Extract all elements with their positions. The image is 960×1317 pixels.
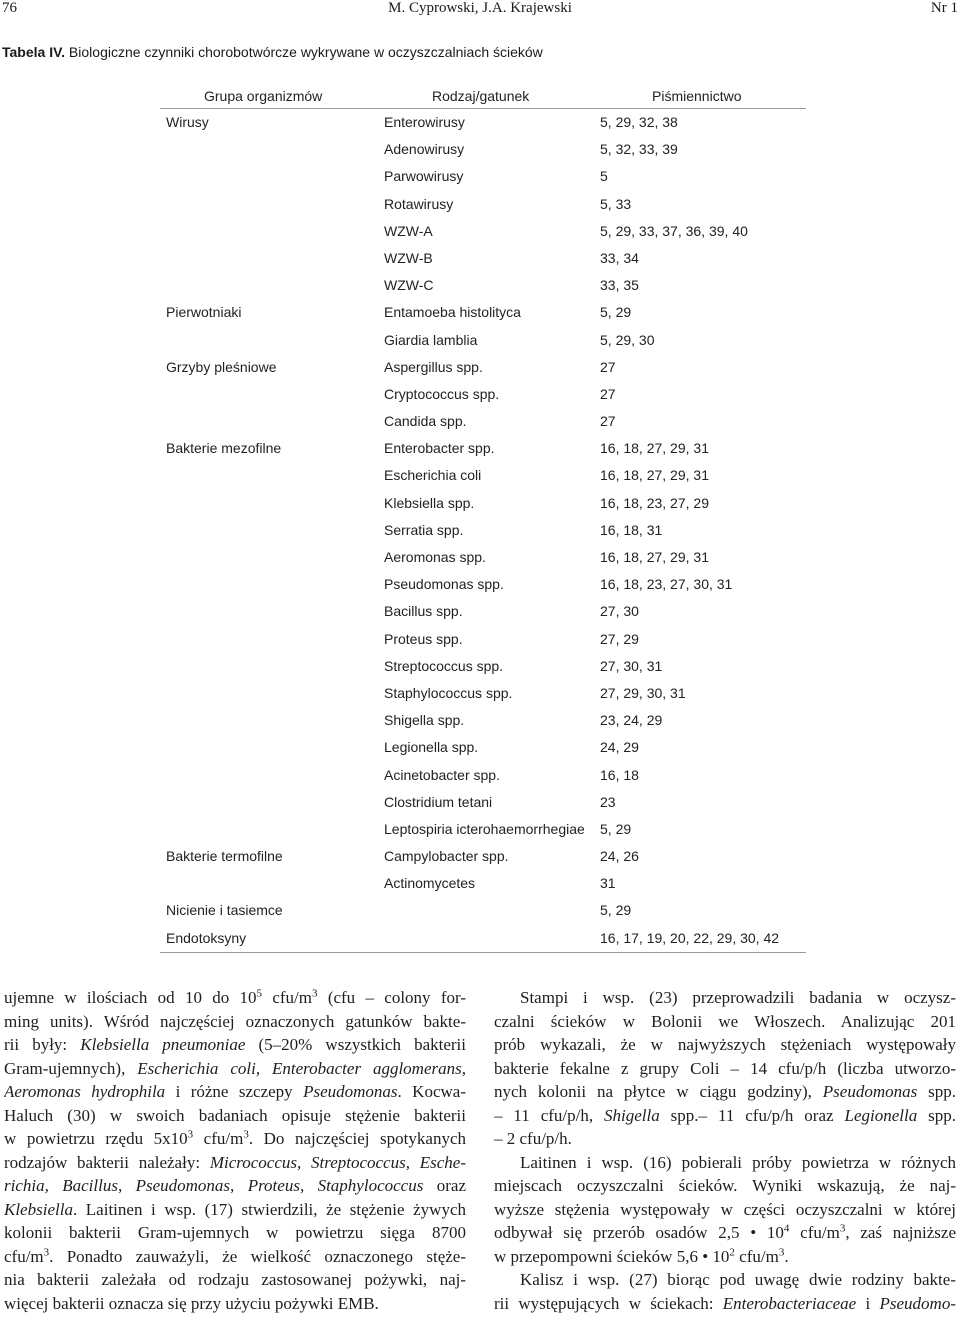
text-line — [494, 1010, 956, 1034]
text-run: (cfu – colony for- — [317, 988, 466, 1007]
text-line — [4, 1198, 466, 1222]
cell-genus: Aspergillus spp. — [384, 358, 483, 375]
text-line — [494, 1033, 956, 1057]
table-row — [160, 816, 806, 843]
italic-text: Micrococcus, Streptococcus, Esche- — [209, 1152, 466, 1172]
cell-references: 5, 29, 30 — [600, 331, 655, 348]
italic-text: Shigella — [604, 1105, 660, 1125]
text-run: i różne szczepy — [165, 1082, 304, 1101]
text-column-left — [4, 986, 466, 1315]
cell-references: 5 — [600, 168, 608, 185]
cell-genus: Adenowirusy — [384, 141, 465, 158]
table-row — [160, 734, 806, 761]
issue-number: Nr 1 — [930, 0, 958, 16]
cell-genus: WZW-A — [384, 222, 433, 239]
text-line — [494, 1221, 956, 1245]
text-run: Haluch (30) w swoich badaniach opisuje stężenie bakterii — [4, 1105, 466, 1125]
cell-references: 5, 33 — [600, 195, 632, 212]
text-run: , zaś najniższe — [845, 1223, 956, 1242]
text-line — [4, 1057, 466, 1081]
italic-text: Klebsiella pneumoniae — [80, 1035, 246, 1054]
text-run: cfu/m — [789, 1223, 840, 1242]
cell-genus: WZW-B — [384, 249, 433, 266]
cell-references: 23 — [600, 793, 616, 810]
cell-references: 27 — [600, 413, 616, 430]
cell-references: 16, 18, 23, 27, 29 — [600, 494, 709, 511]
table-row — [160, 598, 806, 625]
superscript: 3 — [243, 1128, 249, 1141]
text-line — [494, 1057, 956, 1081]
table-row — [160, 435, 806, 462]
italic-text: richia, Bacillus, Pseudomonas, Proteus, Staphylococcus — [4, 1176, 424, 1195]
table-row — [160, 789, 806, 816]
text-run: i — [856, 1293, 880, 1313]
cell-group: Wirusy — [166, 114, 209, 130]
cell-references: 16, 18 — [600, 766, 639, 783]
cell-genus: Proteus spp. — [384, 630, 463, 647]
text-run: miejscach oczyszczalni ścieków. Wyniki wskazują, że naj- — [494, 1176, 956, 1195]
table-row — [160, 653, 806, 680]
cell-genus: Bacillus spp. — [384, 603, 463, 620]
cell-genus: Serratia spp. — [384, 521, 464, 538]
text-line — [4, 1127, 466, 1151]
table-title: Biologiczne czynniki chorobotwórcze wykrywane w oczyszczalniach ścieków — [65, 44, 543, 60]
cell-references: 27, 29, 30, 31 — [600, 684, 686, 701]
table-body — [160, 109, 806, 952]
superscript: 2 — [729, 1245, 735, 1258]
table-row — [160, 163, 806, 190]
text-run: ujemne w ilościach od 10 do 10 — [4, 988, 257, 1007]
table-row — [160, 462, 806, 489]
italic-text: Enterobacteriaceae — [722, 1293, 857, 1313]
table-row — [160, 544, 806, 571]
cell-references: 23, 24, 29 — [600, 712, 663, 729]
cell-references: 24, 29 — [600, 739, 639, 756]
text-run: . Ponadto zauważyli, że wielkość oznaczonego stęże- — [49, 1246, 466, 1266]
cell-references: 16, 17, 19, 20, 22, 29, 30, 42 — [600, 929, 780, 946]
cell-group: Bakterie termofilne — [166, 848, 283, 865]
running-header — [0, 0, 960, 20]
table-row — [160, 490, 806, 517]
italic-text: Pseudomonas — [822, 1082, 918, 1101]
cell-group: Bakterie mezofilne — [166, 440, 282, 457]
text-run: wyższe stężenia występowały w części oczyszczalni w której — [494, 1199, 956, 1219]
cell-group: Endotoksyny — [166, 929, 247, 946]
table-row — [160, 245, 806, 272]
italic-text: Pseudomo- — [879, 1293, 956, 1313]
cell-references: 5, 29 — [600, 820, 632, 837]
text-line — [4, 1104, 466, 1128]
table-caption — [2, 44, 543, 60]
cell-references: 5, 29 — [600, 304, 632, 321]
running-authors: M. Cyprowski, J.A. Krajewski — [388, 0, 572, 16]
text-run: – 2 cfu/p/h. — [494, 1129, 572, 1148]
table-bottom-rule — [160, 952, 806, 953]
superscript: 3 — [312, 987, 318, 1000]
cell-references: 5, 29 — [600, 902, 632, 919]
text-line — [4, 1080, 466, 1104]
italic-text: Pseudomonas — [303, 1082, 398, 1101]
cell-references: 27, 30, 31 — [600, 657, 663, 674]
cell-genus: Campylobacter spp. — [384, 848, 509, 865]
text-line — [4, 1010, 466, 1034]
text-line — [494, 1151, 956, 1175]
cell-genus: Candida spp. — [384, 413, 467, 430]
table-row — [160, 381, 806, 408]
cell-group: Grzyby pleśniowe — [166, 358, 277, 375]
cell-references: 27 — [600, 385, 616, 402]
cell-genus: Enterobacter spp. — [384, 440, 495, 457]
italic-text: Escherichia coli, Enterobacter agglomerans, — [137, 1058, 466, 1078]
cell-references: 33, 35 — [600, 277, 639, 294]
text-line — [4, 1151, 466, 1175]
cell-genus: Legionella spp. — [384, 739, 479, 756]
text-run: cfu/m — [193, 1129, 244, 1148]
table-row — [160, 517, 806, 544]
text-line — [494, 1198, 956, 1222]
text-column-right — [494, 986, 956, 1315]
text-run: kolonii bakterii Gram-ujemnych w powietrzu sięga 8700 — [4, 1223, 466, 1242]
cell-genus: Escherichia coli — [384, 467, 482, 484]
text-run: cfu/m — [262, 988, 313, 1007]
text-line — [494, 986, 956, 1010]
text-run: – 11 cfu/p/h, — [494, 1105, 605, 1125]
table-row — [160, 408, 806, 435]
cell-genus: Rotawirusy — [384, 195, 454, 212]
table-row — [160, 354, 806, 381]
table-row — [160, 707, 806, 734]
superscript: 3 — [43, 1245, 50, 1258]
text-line — [4, 1174, 466, 1198]
cell-references: 27, 30 — [600, 603, 639, 620]
cell-genus: Enterowirusy — [384, 114, 465, 130]
superscript: 3 — [778, 1245, 785, 1258]
cell-genus: Aeromonas spp. — [384, 549, 486, 565]
text-line — [4, 1292, 466, 1316]
cell-references: 5, 29, 32, 38 — [600, 114, 678, 130]
table-row — [160, 897, 806, 924]
table-row — [160, 870, 806, 897]
text-run: . Do najczęściej spotykanych — [248, 1129, 466, 1148]
text-run: . — [784, 1246, 789, 1266]
cell-genus: Pseudomonas spp. — [384, 576, 504, 593]
table-row — [160, 272, 806, 299]
italic-text: Legionella — [844, 1105, 918, 1125]
text-run: nych kolonii na płytce w ciągu godziny), — [494, 1082, 823, 1101]
text-run: rodzajów bakterii należały: — [4, 1152, 210, 1172]
table-header-row — [160, 86, 806, 109]
text-line — [494, 1292, 956, 1316]
cell-references: 16, 18, 23, 27, 30, 31 — [600, 576, 733, 593]
text-run: Kalisz i wsp. (27) biorąc pod uwagę dwie rodziny bakte- — [520, 1270, 956, 1289]
table-label: Tabela IV. — [2, 44, 66, 60]
cell-genus: Giardia lamblia — [384, 331, 478, 348]
table-row — [160, 680, 806, 707]
text-line — [494, 1080, 956, 1104]
text-run: rii występujących w ściekach: — [494, 1293, 723, 1313]
cell-group: Nicienie i tasiemce — [166, 902, 283, 919]
table-row — [160, 762, 806, 789]
cell-references: 16, 18, 27, 29, 31 — [600, 549, 709, 565]
italic-text: Aeromonas hydrophila — [4, 1082, 166, 1101]
cell-genus: Leptospiria icterohaemorrhegiae — [384, 820, 585, 837]
superscript: 3 — [839, 1222, 846, 1235]
text-run: bakterie fekalne z grupy Coli – 14 cfu/p/h (liczba utworzo- — [494, 1058, 956, 1078]
text-run: Laitinen i wsp. (16) pobierali próby powietrza w różnych — [520, 1152, 956, 1172]
cell-genus: Cryptococcus spp. — [384, 385, 500, 402]
text-run: Gram-ujemnych), — [4, 1058, 138, 1078]
text-run: spp. — [917, 1082, 956, 1101]
text-line — [4, 1268, 466, 1292]
cell-genus: Klebsiella spp. — [384, 494, 475, 511]
table-row — [160, 327, 806, 354]
cell-genus: Parwowirusy — [384, 168, 464, 185]
superscript: 5 — [256, 987, 263, 1000]
table-row — [160, 218, 806, 245]
table-row — [160, 925, 806, 952]
cell-references: 31 — [600, 875, 616, 892]
text-run: oraz — [423, 1176, 466, 1195]
cell-genus: Acinetobacter spp. — [384, 766, 500, 783]
cell-references: 16, 18, 27, 29, 31 — [600, 440, 709, 457]
cell-references: 33, 34 — [600, 249, 639, 266]
text-line — [4, 1245, 466, 1269]
cell-group: Pierwotniaki — [166, 304, 242, 321]
cell-references: 16, 18, 31 — [600, 521, 663, 538]
cell-genus: Actinomycetes — [384, 875, 476, 892]
text-run: więcej bakterii oznacza się przy użyciu pożywki EMB. — [4, 1293, 379, 1313]
cell-references: 24, 26 — [600, 848, 639, 865]
text-run: nia bakterii zależała od rodzaju zastosowanej pożywki, naj- — [4, 1270, 466, 1289]
text-run: . Laitinen i wsp. (17) stwierdzili, że stężenie żywych — [72, 1199, 466, 1219]
cell-genus: Streptococcus spp. — [384, 657, 504, 674]
header-group: Grupa organizmów — [204, 88, 323, 104]
cell-references: 16, 18, 27, 29, 31 — [600, 467, 709, 484]
text-run: Stampi i wsp. (23) przeprowadzili badania w oczysz- — [520, 988, 956, 1007]
text-run: (5–20% wszystkich bakterii — [245, 1035, 466, 1054]
text-line — [4, 986, 466, 1010]
table-row — [160, 626, 806, 653]
text-line — [4, 1033, 466, 1057]
cell-genus: WZW-C — [384, 277, 434, 294]
italic-text: Klebsiella — [4, 1199, 73, 1219]
text-run: w przepompowni ścieków 5,6 • 10 — [494, 1246, 730, 1266]
text-run: odbywał się przerób osadów 2,5 • 10 — [494, 1223, 784, 1242]
pathogens-table — [160, 86, 806, 953]
text-line — [494, 1245, 956, 1269]
cell-genus: Shigella spp. — [384, 712, 465, 729]
text-run: spp.– 11 cfu/p/h oraz — [659, 1105, 845, 1125]
text-line — [4, 1221, 466, 1245]
page-number: 76 — [2, 0, 17, 16]
text-run: rii były: — [4, 1035, 81, 1054]
text-run: czalni ścieków w Bolonii we Włoszech. Analizując 201 — [494, 1011, 956, 1031]
text-line — [494, 1127, 956, 1151]
table-row — [160, 191, 806, 218]
table-row — [160, 109, 806, 136]
text-run: . Kocwa- — [397, 1082, 466, 1101]
cell-references: 5, 29, 33, 37, 36, 39, 40 — [600, 222, 748, 239]
table-row — [160, 843, 806, 870]
text-run: spp. — [917, 1105, 956, 1125]
cell-references: 27 — [600, 358, 616, 375]
superscript: 3 — [187, 1128, 194, 1141]
text-run: ming units). Wśród najczęściej oznaczonych gatunków bakte- — [4, 1011, 466, 1031]
table-row — [160, 136, 806, 163]
text-line — [494, 1268, 956, 1292]
header-genus: Rodzaj/gatunek — [432, 88, 530, 104]
cell-genus: Entamoeba histolityca — [384, 304, 521, 321]
text-run: cfu/m — [4, 1246, 44, 1266]
text-line — [494, 1104, 956, 1128]
cell-references: 27, 29 — [600, 630, 639, 647]
table-row — [160, 571, 806, 598]
text-run: cfu/m — [734, 1246, 779, 1266]
cell-genus: Staphylococcus spp. — [384, 684, 513, 701]
header-references: Piśmiennictwo — [652, 88, 742, 104]
text-run: prób wykazali, że w najwyższych stężeniach występowały — [494, 1035, 956, 1054]
text-run: w powietrzu rzędu 5x10 — [4, 1129, 188, 1148]
text-line — [494, 1174, 956, 1198]
table-row — [160, 299, 806, 326]
cell-genus: Clostridium tetani — [384, 793, 493, 810]
cell-references: 5, 32, 33, 39 — [600, 141, 678, 158]
superscript: 4 — [783, 1222, 790, 1235]
